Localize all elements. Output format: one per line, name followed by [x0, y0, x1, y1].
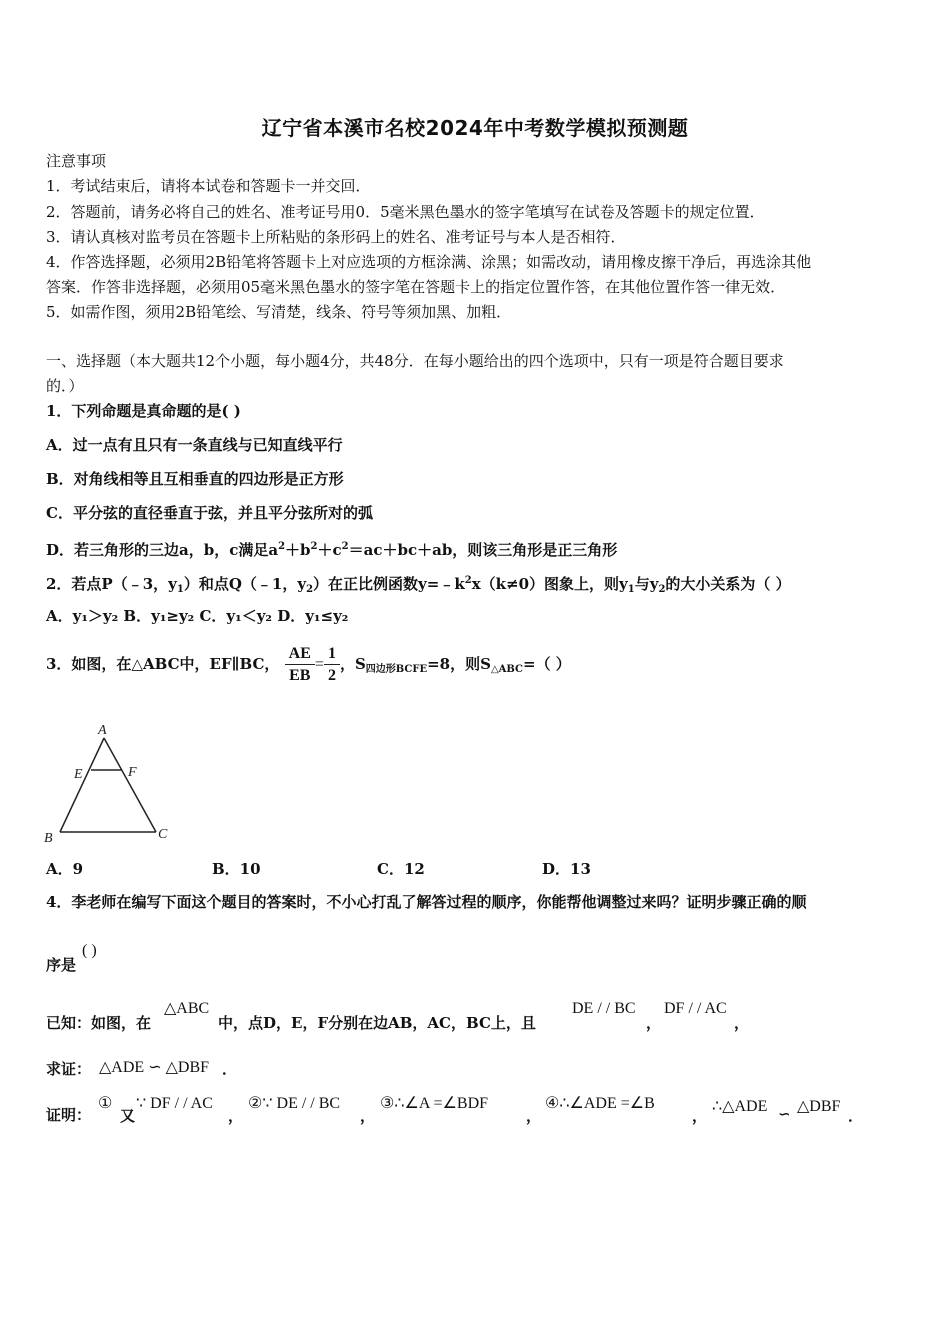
- q4-step-2: ②∵ DE / / BC: [248, 1095, 341, 1112]
- q1-d-text-4: ＝ac＋bc＋ab，则该三角形是正三角形: [348, 541, 618, 559]
- triangle-side-ab: [60, 738, 104, 832]
- q1-option-b: B．对角线相等且互相垂直的四边形是正方形: [46, 470, 344, 488]
- notice-item-1: 1．考试结束后，请将本试卷和答题卡一并交回．: [46, 177, 371, 195]
- q4-prove-period: ．: [222, 1060, 238, 1078]
- q3-text-3: =8，则S: [427, 655, 491, 673]
- q1-d-text-2: ＋b: [285, 541, 311, 559]
- q4-step-5-similar: ∽: [778, 1105, 791, 1123]
- q3-option-b: B．10: [212, 860, 261, 878]
- q2-text-3: ）在正比例函数y=﹣k: [313, 575, 465, 593]
- q3-frac2-den: 2: [327, 666, 336, 684]
- q4-answer-paren: ( ): [82, 942, 97, 959]
- q4-given-comma-1: ，: [646, 1014, 662, 1032]
- q2-sub-1: 1: [176, 584, 184, 595]
- label-b: B: [44, 831, 53, 845]
- label-c: C: [158, 827, 168, 842]
- q3-option-d: D．13: [542, 860, 591, 878]
- q3-fraction-ae-eb: [285, 644, 315, 687]
- page-title: 辽宁省本溪市名校2024年中考数学模拟预测题: [261, 116, 689, 140]
- q4-proof-label: 证明：: [46, 1106, 92, 1124]
- q1-d-sup-a: 2: [278, 541, 286, 552]
- q4-proof-period: ．: [848, 1107, 864, 1125]
- q3-option-c: C．12: [377, 860, 425, 878]
- q1-option-a: A．过一点有且只有一条直线与已知直线平行: [46, 436, 343, 454]
- q4-step-5: ∴△ADE: [712, 1098, 768, 1115]
- q3-equals: =: [314, 656, 324, 673]
- q4-step-3: ③∴∠A =∠BDF: [380, 1095, 489, 1112]
- q1-d-text-3: ＋c: [317, 541, 342, 559]
- q4-step-1: ∵ DF / / AC: [136, 1095, 213, 1112]
- q2-sub-2: 2: [306, 584, 314, 595]
- q3-stem: [46, 640, 571, 694]
- q2-text-5: 与y: [634, 575, 659, 593]
- q2-options: A．y₁＞y₂ B．y₁≥y₂ C．y₁＜y₂ D．y₁≤y₂: [46, 607, 349, 625]
- q4-step-4: ④∴∠ADE =∠B: [545, 1095, 655, 1112]
- q4-order-label: 序是: [46, 956, 77, 974]
- q4-comma-b: ，: [360, 1107, 376, 1125]
- q1-option-c: C．平分弦的直径垂直于弦，并且平分弦所对的弧: [46, 504, 373, 522]
- q4-stem: 4．李老师在编写下面这个题目的答案时，不小心打乱了解答过程的顺序，你能帮他调整过来吗？证明步骤正确的顺: [46, 893, 807, 911]
- q4-given-de-bc: DE / / BC: [572, 1000, 636, 1017]
- q1-d-sup-b: 2: [310, 541, 318, 552]
- q3-frac1-num: AE: [285, 644, 315, 665]
- q4-given-text: 中，点D，E，F分别在边AB，AC，BC上，且: [218, 1014, 536, 1032]
- q4-given-label: 已知：如图，在: [46, 1014, 152, 1032]
- q1-d-text-1: D．若三角形的三边a，b，c满足a: [46, 541, 279, 559]
- notice-item-2: 2．答题前，请务必将自己的姓名、准考证号用0．5毫米黑色墨水的签字笔填写在试卷及答题卡的规定位置．: [46, 203, 765, 221]
- q4-prove-label: 求证：: [46, 1060, 92, 1078]
- q1-d-sup-c: 2: [341, 541, 349, 552]
- q3-frac1-den: EB: [289, 666, 311, 684]
- q4-step-1-you: 又: [120, 1107, 136, 1125]
- notice-item-4-cont: 答案．作答非选择题，必须用05毫米黑色墨水的签字笔在答题卡上的指定位置作答，在其他位置作答一律无效．: [46, 278, 786, 296]
- label-f: F: [128, 765, 137, 780]
- q4-given-comma-2: ，: [734, 1014, 750, 1032]
- q3-text-2: ，S: [339, 655, 366, 673]
- q3-sub-tri: △ABC: [490, 664, 523, 675]
- q2-text-2: ）和点Q（﹣1，y: [183, 575, 307, 593]
- q2-sub-4: 2: [658, 584, 666, 595]
- q4-comma-c: ，: [526, 1107, 542, 1125]
- q4-given-triangle: △ABC: [164, 1000, 210, 1017]
- q4-given-df-ac: DF / / AC: [664, 1000, 727, 1017]
- q4-step-1-marker: ①: [98, 1095, 113, 1112]
- notice-heading: 注意事项: [46, 152, 107, 170]
- q3-fraction-half: [324, 644, 340, 687]
- q2-text-6: 的大小关系为（ ）: [665, 575, 791, 593]
- q2-stem: [46, 571, 791, 600]
- q3-text-1: 3．如图，在△ABC中，EF∥BC，: [46, 655, 280, 673]
- q2-sup-k: 2: [464, 575, 472, 586]
- q4-step-5-end: △DBF: [797, 1098, 841, 1115]
- q3-sub-quad: 四边形BCFE: [365, 664, 428, 675]
- q3-option-a: A．9: [46, 860, 84, 878]
- q4-prove-statement: △ADE ∽ △DBF: [99, 1059, 210, 1076]
- q2-text-4: x（k≠0）图象上，则y: [471, 575, 628, 593]
- label-a: A: [98, 723, 107, 738]
- notice-item-5: 5．如需作图，须用2B铅笔绘、写清楚，线条、符号等须加黑、加粗．: [46, 303, 512, 321]
- notice-item-4: 4．作答选择题，必须用2B铅笔将答题卡上对应选项的方框涂满、涂黑；如需改动，请用橡皮擦干净后，再选涂其他: [46, 253, 812, 271]
- q4-comma-a: ，: [228, 1107, 244, 1125]
- q3-triangle-figure: [40, 720, 180, 845]
- triangle-side-ac: [104, 738, 156, 832]
- q1-option-d: [46, 537, 617, 560]
- q3-frac2-num: 1: [324, 644, 340, 665]
- q2-text-1: 2．若点P（﹣3，y: [46, 575, 177, 593]
- label-e: E: [74, 767, 83, 782]
- q1-stem: 1．下列命题是真命题的是( ): [46, 402, 241, 420]
- notice-item-3: 3．请认真核对监考员在答题卡上所粘贴的条形码上的姓名、准考证号与本人是否相符．: [46, 228, 626, 246]
- q4-comma-d: ，: [692, 1107, 708, 1125]
- q2-sub-3: 1: [627, 584, 635, 595]
- section-heading: 一、选择题（本大题共12个小题，每小题4分，共48分．在每小题给出的四个选项中，只有一项是符合题目要求: [46, 352, 784, 370]
- q3-text-4: =（ ）: [523, 655, 571, 673]
- section-heading-cont: 的．）: [46, 377, 84, 395]
